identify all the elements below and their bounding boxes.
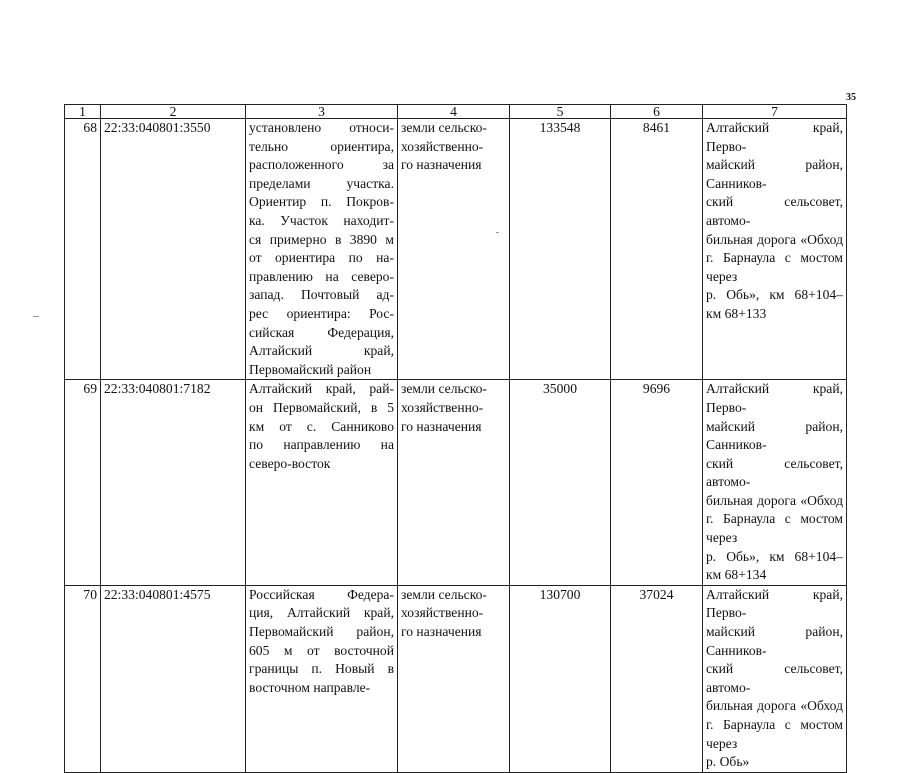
text-line: Алтайский край, [249,343,394,359]
page-number: 35 [846,92,856,103]
text-line: Алтайский край, Перво- [706,381,843,415]
text-line: запад. Почтовый ад- [249,287,394,303]
text-line: пределами участка. [249,175,394,191]
text-line: установлено относи- [249,120,394,135]
text-line: км 68+134 [706,567,767,583]
column-header: 4 [398,105,510,119]
table-row [65,119,847,380]
column-header: 5 [510,105,611,119]
text-line: границы п. Новый в [249,661,394,677]
column-header: 7 [703,105,847,119]
text-line: р. Обь» [706,754,750,770]
text-line: ся примерно в 3890 м [249,231,394,247]
table-header-row [65,105,847,119]
text-line: расположенного за [249,157,394,173]
text-line: он Первомайский, в 5 [249,399,394,415]
text-line: восточном направле- [249,679,371,695]
text-line: Ориентир п. Покров- [249,194,394,210]
text-line: хозяйственно- [401,138,484,154]
text-line: земли сельско- [401,120,487,135]
plot-value: 9696 [611,380,703,586]
text-line: го назначения [401,624,482,640]
text-line: майский район, Санников- [706,624,843,658]
text-line: км 68+133 [706,305,767,321]
text-line: го назначения [401,418,482,434]
text-line: г. Барнаула с мостом через [706,250,843,284]
text-line: ция, Алтайский край, [249,605,394,621]
location-description [246,380,398,586]
text-line: майский район, Санников- [706,418,843,453]
text-line: ский сельсовет, автомо- [706,661,843,695]
text-line: хозяйственно- [401,399,484,415]
object-address [703,380,847,586]
text-line: правлению на северо- [249,268,394,284]
text-line: км от с. Санниково [249,418,394,434]
text-line: бильная дорога «Обход [706,698,843,714]
land-category [398,119,510,380]
scan-mark [33,316,39,317]
plot-value: 37024 [611,585,703,772]
object-address [703,585,847,772]
location-description [246,585,398,772]
text-line: рес ориентира: Рос- [249,305,394,321]
row-number: 68 [65,119,101,380]
text-line: майский район, Санников- [706,157,843,191]
text-line: Алтайский край, Перво- [706,586,843,621]
text-line: земли сельско- [401,586,487,602]
table-row [65,585,847,772]
text-line: бильная дорога «Обход [706,492,843,508]
land-plot-table [64,104,847,773]
object-address [703,119,847,380]
text-line: ский сельсовет, автомо- [706,455,843,490]
plot-area: 130700 [510,585,611,772]
text-line: северо-восток [249,455,331,471]
text-line: ский сельсовет, автомо- [706,194,843,228]
text-line: г. Барнаула с мостом через [706,717,843,751]
text-line: по направлению на [249,437,394,453]
text-line: 605 м от восточной [249,642,394,658]
text-line: г. Барнаула с мостом через [706,511,843,546]
row-number: 70 [65,585,101,772]
plot-area: 35000 [510,380,611,586]
text-line: сийская Федерация, [249,324,394,340]
cadastral-number: 22:33:040801:4575 [101,585,246,772]
text-line: р. Обь», км 68+104– [706,287,843,303]
text-line: земли сельско- [401,381,487,397]
location-description [246,119,398,380]
text-line: р. Обь», км 68+104– [706,548,843,564]
text-line: Российская Федера- [249,586,394,602]
table-row [65,380,847,586]
scan-mark [496,232,499,233]
plot-value: 8461 [611,119,703,380]
land-category [398,585,510,772]
column-header: 3 [246,105,398,119]
text-line: от ориентира по на- [249,250,394,266]
text-line: Первомайский район, [249,624,394,640]
text-line: ка. Участок находит- [249,212,394,228]
text-line: хозяйственно- [401,605,484,621]
text-line: го назначения [401,157,482,173]
text-line: тельно ориентира, [249,138,394,154]
text-line: Первомайский район [249,361,372,377]
column-header: 6 [611,105,703,119]
column-header: 2 [101,105,246,119]
column-header: 1 [65,105,101,119]
plot-area: 133548 [510,119,611,380]
text-line: бильная дорога «Обход [706,231,843,247]
text-line: Алтайский край, рай- [249,381,394,397]
row-number: 69 [65,380,101,586]
cadastral-number: 22:33:040801:7182 [101,380,246,586]
land-category [398,380,510,586]
text-line: Алтайский край, Перво- [706,120,843,154]
cadastral-number: 22:33:040801:3550 [101,119,246,380]
